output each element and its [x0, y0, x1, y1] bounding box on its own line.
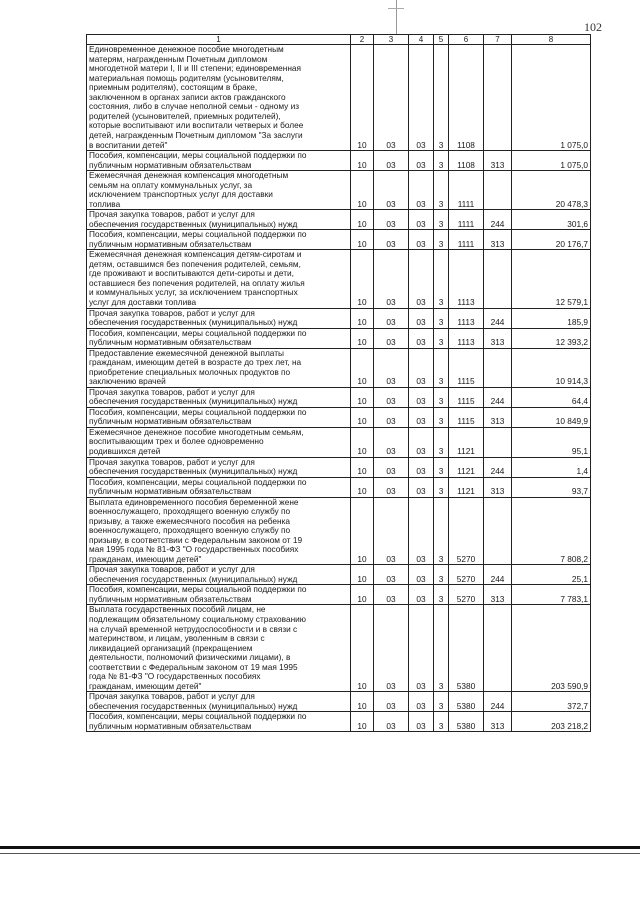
row-description: Пособия, компенсации, меры социальной поддержки по публичным нормативным обязательствам [87, 151, 351, 171]
row-description: Прочая закупка товаров, работ и услуг для обеспечения государственных (муниципальных) нужд [87, 565, 351, 585]
row-col-4: 03 [409, 605, 434, 692]
row-col-7: 313 [484, 585, 512, 605]
row-col-2: 10 [351, 605, 374, 692]
row-col-6: 1115 [449, 348, 484, 387]
row-col-2: 10 [351, 328, 374, 348]
row-col-2: 10 [351, 692, 374, 712]
table-row [87, 210, 591, 230]
row-col-4: 03 [409, 308, 434, 328]
header-col-5: 5 [434, 35, 449, 45]
row-col-3: 03 [374, 477, 409, 497]
row-col-5: 3 [434, 328, 449, 348]
header-col-2: 2 [351, 35, 374, 45]
row-col-3: 03 [374, 151, 409, 171]
row-description: Прочая закупка товаров, работ и услуг для обеспечения государственных (муниципальных) нужд [87, 308, 351, 328]
row-col-4: 03 [409, 230, 434, 250]
row-col-2: 10 [351, 427, 374, 457]
row-col-4: 03 [409, 171, 434, 210]
row-col-6: 1111 [449, 230, 484, 250]
row-col-4: 03 [409, 328, 434, 348]
row-description: Предоставление ежемесячной денежной выплаты гражданам, имеющим детей в возрасте до трех лет, на приобретение специальных молочных продуктов по заключению врачей [87, 348, 351, 387]
row-description: Пособия, компенсации, меры социальной поддержки по публичным нормативным обязательствам [87, 328, 351, 348]
row-col-4: 03 [409, 477, 434, 497]
row-col-5: 3 [434, 565, 449, 585]
row-amount: 185,9 [512, 308, 591, 328]
row-description: Пособия, компенсации, меры социальной поддержки по публичным нормативным обязательствам [87, 477, 351, 497]
row-col-5: 3 [434, 308, 449, 328]
row-col-2: 10 [351, 348, 374, 387]
row-amount: 203 590,9 [512, 605, 591, 692]
row-col-5: 3 [434, 250, 449, 308]
row-amount: 203 218,2 [512, 712, 591, 732]
row-col-7 [484, 497, 512, 565]
row-col-7: 313 [484, 230, 512, 250]
row-col-5: 3 [434, 151, 449, 171]
row-col-3: 03 [374, 210, 409, 230]
table-row [87, 605, 591, 692]
row-amount: 372,7 [512, 692, 591, 712]
row-amount: 64,4 [512, 387, 591, 407]
header-row [87, 35, 591, 45]
row-col-5: 3 [434, 427, 449, 457]
row-amount: 10 914,3 [512, 348, 591, 387]
row-col-4: 03 [409, 427, 434, 457]
row-description: Ежемесячная денежная компенсация детям-сиротам и детям, оставшимся без попечения родителей, семьям, где проживают и воспитываются дети-сироты и дети, оставшиеся без попечения родителей, на оплату жилья и коммунальных услуг, за исключением транспортных услуг для доставки топлива [87, 250, 351, 308]
row-col-5: 3 [434, 497, 449, 565]
row-col-3: 03 [374, 565, 409, 585]
row-col-7: 244 [484, 457, 512, 477]
row-col-4: 03 [409, 565, 434, 585]
row-amount: 7 783,1 [512, 585, 591, 605]
row-col-2: 10 [351, 230, 374, 250]
row-col-7: 244 [484, 308, 512, 328]
row-col-6: 1108 [449, 45, 484, 151]
row-col-4: 03 [409, 250, 434, 308]
row-description: Выплата единовременного пособия беременной жене военнослужащего, проходящего военную службу по призыву, а также ежемесячного пособия на ребенка военнослужащего, проходящего военную службу по призыву, в соответствии с Федеральным законом от 19 мая 1995 года № 81-ФЗ "О государственных пособиях гражданам, имеющим детей" [87, 497, 351, 565]
row-col-6: 1113 [449, 250, 484, 308]
row-col-5: 3 [434, 407, 449, 427]
row-col-6: 5270 [449, 497, 484, 565]
table-row [87, 427, 591, 457]
table-header [87, 35, 591, 45]
row-description: Пособия, компенсации, меры социальной поддержки по публичным нормативным обязательствам [87, 585, 351, 605]
row-col-6: 1121 [449, 457, 484, 477]
row-col-3: 03 [374, 497, 409, 565]
row-col-5: 3 [434, 457, 449, 477]
row-col-2: 10 [351, 712, 374, 732]
header-col-1: 1 [87, 35, 351, 45]
row-col-5: 3 [434, 171, 449, 210]
row-col-5: 3 [434, 585, 449, 605]
row-amount: 10 849,9 [512, 407, 591, 427]
row-description: Пособия, компенсации, меры социальной поддержки по публичным нормативным обязательствам [87, 230, 351, 250]
row-col-3: 03 [374, 407, 409, 427]
header-col-3: 3 [374, 35, 409, 45]
row-description: Выплата государственных пособий лицам, не подлежащим обязательному социальному страхованию на случай временной нетрудоспособности и в связи с материнством, и лицам, уволенным в связи с ликвидацией организаций (прекращением деятельности, полномочий физическими лицами), в соответствии с Федеральным законом от 19 мая 1995 года № 81-ФЗ "О государственных пособиях гражданам, имеющим детей" [87, 605, 351, 692]
row-col-5: 3 [434, 605, 449, 692]
table-row [87, 407, 591, 427]
row-col-6: 5380 [449, 712, 484, 732]
row-col-4: 03 [409, 210, 434, 230]
table-row [87, 585, 591, 605]
row-col-5: 3 [434, 210, 449, 230]
row-col-6: 1121 [449, 427, 484, 457]
row-col-7: 244 [484, 387, 512, 407]
row-col-2: 10 [351, 210, 374, 230]
row-description: Прочая закупка товаров, работ и услуг для обеспечения государственных (муниципальных) нужд [87, 692, 351, 712]
row-col-4: 03 [409, 151, 434, 171]
header-col-6: 6 [449, 35, 484, 45]
row-amount: 12 393,2 [512, 328, 591, 348]
row-col-3: 03 [374, 308, 409, 328]
row-col-2: 10 [351, 250, 374, 308]
row-col-6: 5270 [449, 585, 484, 605]
row-col-4: 03 [409, 387, 434, 407]
row-col-3: 03 [374, 585, 409, 605]
row-col-2: 10 [351, 151, 374, 171]
row-col-7: 244 [484, 692, 512, 712]
row-amount: 20 176,7 [512, 230, 591, 250]
row-col-3: 03 [374, 457, 409, 477]
row-col-6: 5380 [449, 605, 484, 692]
table-row [87, 151, 591, 171]
table-row [87, 308, 591, 328]
row-col-7: 313 [484, 712, 512, 732]
row-col-2: 10 [351, 387, 374, 407]
row-col-7 [484, 171, 512, 210]
table-row [87, 328, 591, 348]
row-col-4: 03 [409, 457, 434, 477]
table-row [87, 692, 591, 712]
row-col-4: 03 [409, 585, 434, 605]
row-amount: 301,6 [512, 210, 591, 230]
table-row [87, 387, 591, 407]
row-col-7: 313 [484, 151, 512, 171]
row-description: Ежемесячное денежное пособие многодетным семьям, воспитывающим трех и более одновременно родившихся детей [87, 427, 351, 457]
row-col-7 [484, 348, 512, 387]
row-description: Пособия, компенсации, меры социальной поддержки по публичным нормативным обязательствам [87, 407, 351, 427]
table-row [87, 497, 591, 565]
row-col-3: 03 [374, 328, 409, 348]
row-col-3: 03 [374, 45, 409, 151]
row-col-6: 1115 [449, 387, 484, 407]
row-col-3: 03 [374, 348, 409, 387]
row-col-4: 03 [409, 712, 434, 732]
row-col-3: 03 [374, 692, 409, 712]
row-col-5: 3 [434, 45, 449, 151]
row-col-2: 10 [351, 497, 374, 565]
row-amount: 7 808,2 [512, 497, 591, 565]
row-amount: 20 478,3 [512, 171, 591, 210]
row-amount: 25,1 [512, 565, 591, 585]
row-description: Ежемесячная денежная компенсация многодетным семьям на оплату коммунальных услуг, за исключением транспортных услуг для доставки топлива [87, 171, 351, 210]
table-row [87, 230, 591, 250]
row-amount: 1,4 [512, 457, 591, 477]
row-col-2: 10 [351, 308, 374, 328]
row-col-5: 3 [434, 230, 449, 250]
row-col-2: 10 [351, 477, 374, 497]
row-col-4: 03 [409, 407, 434, 427]
table-row [87, 457, 591, 477]
row-description: Прочая закупка товаров, работ и услуг для обеспечения государственных (муниципальных) нужд [87, 457, 351, 477]
row-col-6: 5270 [449, 565, 484, 585]
header-col-8: 8 [512, 35, 591, 45]
row-col-2: 10 [351, 585, 374, 605]
row-col-3: 03 [374, 387, 409, 407]
row-col-3: 03 [374, 605, 409, 692]
table-body [87, 45, 591, 732]
row-description: Единовременное денежное пособие многодетным матерям, награжденным Почетным дипломом многодетной матери I, II и III степени; единовременная материальная помощь родителям (усыновителям, приемным родителям), состоящим в браке, заключенном в органах записи актов гражданского состояния, либо в случае неполной семьи - одному из родителей (усыновителей, приемных родителей), которые воспитывают или воспитали четверых и более детей, награжденным Почетным дипломом "За заслуги в воспитании детей" [87, 45, 351, 151]
row-col-2: 10 [351, 457, 374, 477]
table-row [87, 477, 591, 497]
row-col-5: 3 [434, 712, 449, 732]
row-col-6: 1108 [449, 151, 484, 171]
row-amount: 95,1 [512, 427, 591, 457]
row-col-6: 1115 [449, 407, 484, 427]
row-col-6: 1121 [449, 477, 484, 497]
row-col-5: 3 [434, 348, 449, 387]
table-row [87, 171, 591, 210]
row-col-5: 3 [434, 692, 449, 712]
row-col-2: 10 [351, 407, 374, 427]
table-row [87, 565, 591, 585]
row-col-2: 10 [351, 45, 374, 151]
row-col-5: 3 [434, 387, 449, 407]
header-col-4: 4 [409, 35, 434, 45]
row-col-2: 10 [351, 565, 374, 585]
page-number: 102 [584, 20, 602, 34]
row-col-3: 03 [374, 250, 409, 308]
row-col-6: 5380 [449, 692, 484, 712]
row-amount: 1 075,0 [512, 151, 591, 171]
row-col-6: 1111 [449, 210, 484, 230]
row-description: Пособия, компенсации, меры социальной поддержки по публичным нормативным обязательствам [87, 712, 351, 732]
row-col-7: 313 [484, 328, 512, 348]
row-amount: 93,7 [512, 477, 591, 497]
row-col-7 [484, 250, 512, 308]
row-col-7 [484, 45, 512, 151]
table-row [87, 250, 591, 308]
budget-table [86, 34, 591, 732]
row-col-7 [484, 427, 512, 457]
row-col-5: 3 [434, 477, 449, 497]
row-col-4: 03 [409, 348, 434, 387]
row-col-7: 244 [484, 210, 512, 230]
row-col-4: 03 [409, 45, 434, 151]
row-col-3: 03 [374, 230, 409, 250]
row-col-6: 1113 [449, 308, 484, 328]
row-col-7: 313 [484, 477, 512, 497]
scan-bottom-rule-thin [0, 853, 640, 854]
budget-sheet [86, 34, 590, 732]
row-amount: 12 579,1 [512, 250, 591, 308]
table-row [87, 712, 591, 732]
row-col-6: 1113 [449, 328, 484, 348]
header-col-7: 7 [484, 35, 512, 45]
table-row [87, 348, 591, 387]
scan-artifact-tick [388, 8, 404, 9]
row-col-4: 03 [409, 497, 434, 565]
row-col-3: 03 [374, 171, 409, 210]
row-col-7: 244 [484, 565, 512, 585]
row-description: Прочая закупка товаров, работ и услуг для обеспечения государственных (муниципальных) нужд [87, 210, 351, 230]
row-amount: 1 075,0 [512, 45, 591, 151]
row-col-6: 1111 [449, 171, 484, 210]
table-row [87, 45, 591, 151]
scan-bottom-rule [0, 846, 640, 849]
row-description: Прочая закупка товаров, работ и услуг для обеспечения государственных (муниципальных) нужд [87, 387, 351, 407]
row-col-4: 03 [409, 692, 434, 712]
row-col-2: 10 [351, 171, 374, 210]
row-col-7 [484, 605, 512, 692]
row-col-7: 313 [484, 407, 512, 427]
row-col-3: 03 [374, 427, 409, 457]
row-col-3: 03 [374, 712, 409, 732]
scan-artifact-line [396, 0, 397, 34]
